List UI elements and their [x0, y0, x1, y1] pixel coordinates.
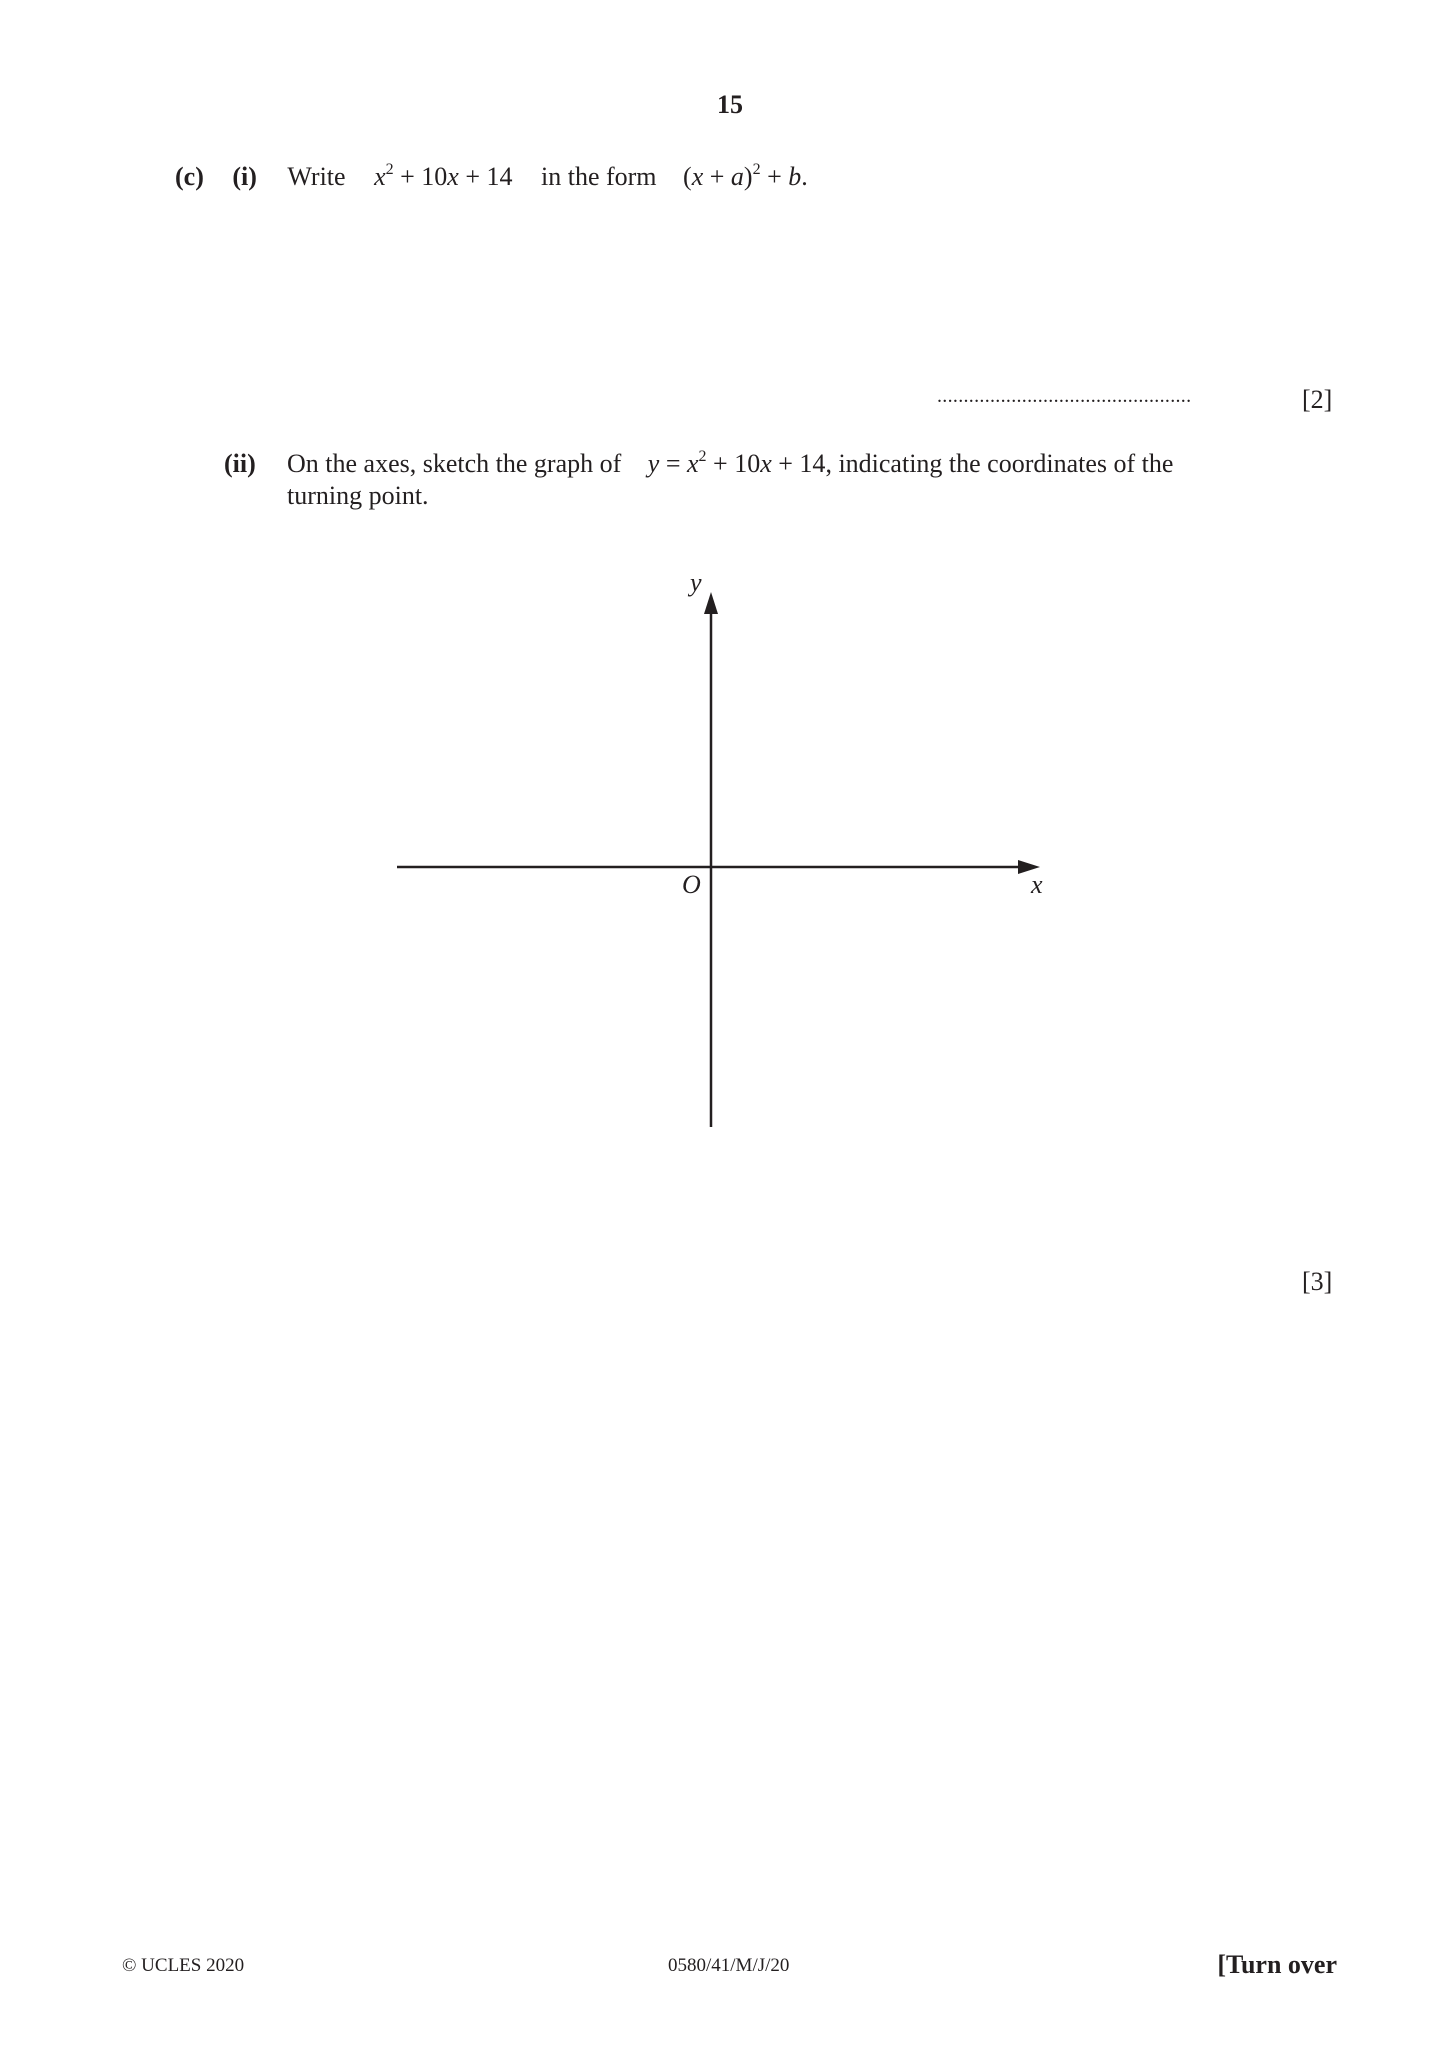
var: x [687, 449, 699, 478]
term: + 10 [706, 449, 761, 478]
period: . [801, 162, 808, 191]
question-text: in the form [541, 162, 657, 191]
var: a [730, 162, 744, 191]
page-number: 15 [717, 90, 743, 119]
y-axis-arrow-icon [704, 592, 718, 614]
marks-3: [3] [1302, 1267, 1333, 1296]
term: + 10 [393, 162, 448, 191]
question-c-ii-line2: turning point. [287, 481, 429, 510]
question-text: , indicating the coordinates of the [825, 449, 1174, 478]
answer-line[interactable]: ................................................ [937, 385, 1192, 407]
part-label-i: (i) [232, 162, 257, 191]
term: + 14 [771, 449, 826, 478]
var: x [447, 162, 459, 191]
question-text: On the axes, sketch the graph of [287, 449, 622, 478]
term: + 14 [458, 162, 513, 191]
paren: ( [683, 162, 692, 191]
turn-over: [Turn over [1217, 1950, 1337, 1979]
op: = [659, 449, 687, 478]
part-label-ii: (ii) [224, 449, 256, 478]
var: x [760, 449, 772, 478]
footer-code: 0580/41/M/J/20 [668, 1955, 790, 1976]
part-label-c: (c) [175, 162, 204, 191]
exp: 2 [698, 448, 707, 465]
op: + [760, 162, 789, 191]
y-axis-label: y [690, 568, 702, 597]
question-text: Write [287, 162, 346, 191]
origin-label: O [682, 870, 701, 899]
op: + [703, 162, 731, 191]
exp: 2 [385, 161, 394, 178]
var: b [788, 162, 802, 191]
footer-copyright: © UCLES 2020 [122, 1955, 245, 1976]
marks-2: [2] [1302, 385, 1333, 414]
var: x [691, 162, 704, 191]
exp: 2 [752, 161, 761, 178]
x-axis-label: x [1031, 870, 1043, 899]
var: x [374, 162, 386, 191]
paren: ) [743, 162, 753, 191]
var: y [647, 449, 660, 478]
